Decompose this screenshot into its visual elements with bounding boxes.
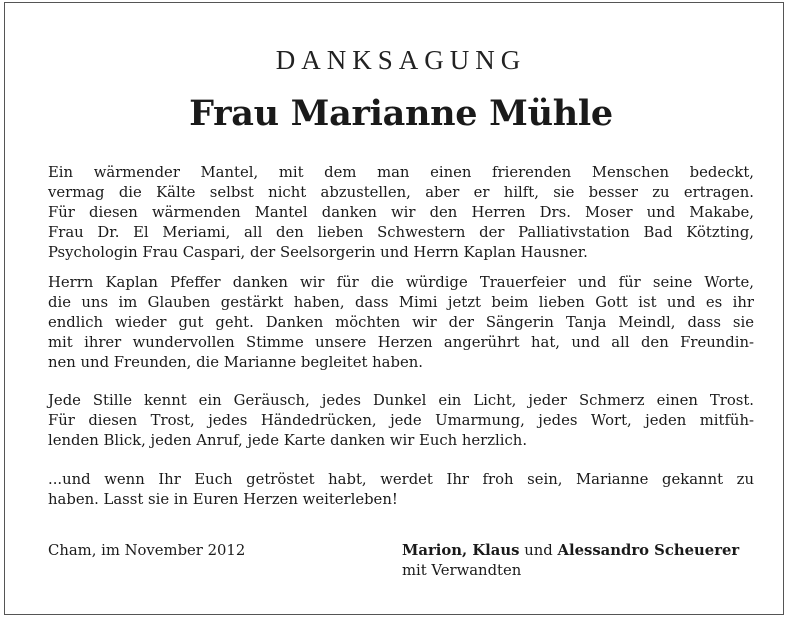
text-line: Herrn Kaplan Pfeffer danken wir für die würdige Trauerfeier und für seine Worte, xyxy=(48,274,754,291)
place-date: Cham, im November 2012 xyxy=(48,542,246,559)
signer-names-1: Marion, Klaus xyxy=(402,542,520,559)
text-line: mit ihrer wundervollen Stimme unsere Herzen angerührt hat, und all den Freundin- xyxy=(48,334,754,351)
signer-connector: und xyxy=(524,542,553,559)
text-line: vermag die Kälte selbst nicht abzustellen, aber er hilft, sie besser zu ertragen. xyxy=(48,184,754,201)
text-line: Ein wärmender Mantel, mit dem man einen frierenden Menschen bedeckt, xyxy=(48,164,754,181)
text-line: Für diesen Trost, jedes Händedrücken, jede Umarmung, jedes Wort, jeden mitfüh- xyxy=(48,412,754,429)
text-line: endlich wieder gut geht. Danken möchten wir der Sängerin Tanja Meindl, dass sie xyxy=(48,314,754,331)
notice-heading: DANKSAGUNG xyxy=(275,45,527,75)
deceased-name: Frau Marianne Mühle xyxy=(189,93,613,134)
notice-frame xyxy=(4,2,784,615)
paragraph-thanks-care xyxy=(48,163,754,263)
paragraph-thanks-comfort xyxy=(48,391,754,451)
text-line: Für diesen wärmenden Mantel danken wir den Herren Drs. Moser und Makabe, xyxy=(48,204,754,221)
signers-line-2: mit Verwandten xyxy=(402,562,522,579)
text-line: lenden Blick, jeden Anruf, jede Karte danken wir Euch herzlich. xyxy=(48,432,528,449)
signer-names-2: Alessandro Scheuerer xyxy=(557,542,740,559)
text-line: ...und wenn Ihr Euch getröstet habt, werdet Ihr froh sein, Marianne gekannt zu xyxy=(48,471,754,488)
text-line: Jede Stille kennt ein Geräusch, jedes Dunkel ein Licht, jeder Schmerz einen Trost. xyxy=(48,392,754,409)
signers xyxy=(402,541,754,581)
text-line: haben. Lasst sie in Euren Herzen weiterleben! xyxy=(48,491,398,508)
paragraph-thanks-funeral xyxy=(48,273,754,373)
text-line: Psychologin Frau Caspari, der Seelsorgerin und Herrn Kaplan Hausner. xyxy=(48,244,588,261)
text-line: die uns im Glauben gestärkt haben, dass Mimi jetzt beim lieben Gott ist und es ihr xyxy=(48,294,754,311)
text-line: nen und Freunden, die Marianne begleitet haben. xyxy=(48,354,423,371)
text-line: Frau Dr. El Meriami, all den lieben Schwestern der Palliativstation Bad Kötzting, xyxy=(48,224,754,241)
paragraph-closing xyxy=(48,470,754,510)
signers-line-1 xyxy=(402,541,754,561)
